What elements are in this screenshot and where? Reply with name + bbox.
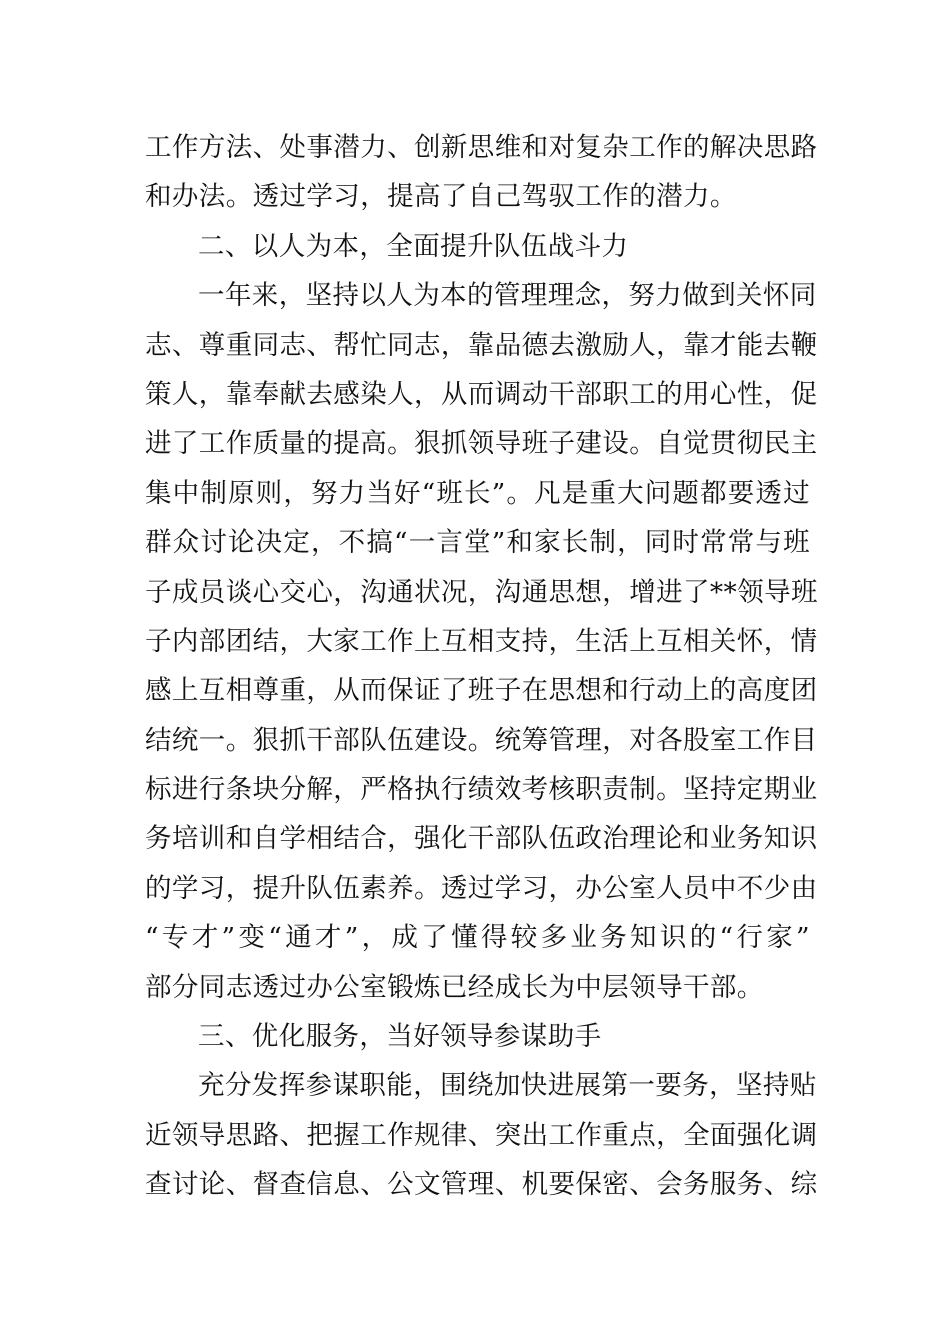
text-line: 充分发挥参谋职能，围绕加快进展第一要务，坚持贴 — [198, 1070, 817, 1102]
text-line: 部分同志透过办公室锻炼已经成长为中层领导干部。 — [145, 971, 764, 1003]
text-line: 的学习，提升队伍素养。透过学习，办公室人员中不少由 — [145, 872, 818, 904]
text-line: 进了工作质量的提高。狠抓领导班子建设。自觉贯彻民主 — [145, 428, 818, 460]
text-line: 志、尊重同志、帮忙同志，靠品德去激励人，靠才能去鞭 — [145, 329, 818, 361]
document-body — [145, 123, 818, 1210]
text-line: 子成员谈心交心，沟通状况，沟通思想，增进了**领导班 — [145, 576, 818, 608]
text-line: 和办法。透过学习，提高了自己驾驭工作的潜力。 — [145, 181, 737, 213]
section-heading: 三、优化服务，当好领导参谋助手 — [198, 1021, 602, 1053]
text-line: 集中制原则，努力当好“班长”。凡是重大问题都要透过 — [145, 477, 810, 509]
text-line: “专才”变“通才”，成了懂得较多业务知识的“行家” — [145, 922, 810, 954]
text-line: 结统一。狠抓干部队伍建设。统筹管理，对各股室工作目 — [145, 724, 818, 756]
text-line: 务培训和自学相结合，强化干部队伍政治理论和业务知识 — [145, 823, 818, 855]
text-line: 策人，靠奉献去感染人，从而调动干部职工的用心性，促 — [145, 378, 818, 410]
text-line: 一年来，坚持以人为本的管理理念，努力做到关怀同 — [198, 280, 817, 312]
text-line: 查讨论、督查信息、公文管理、机要保密、会务服务、综 — [145, 1169, 818, 1201]
text-line: 子内部团结，大家工作上互相支持，生活上互相关怀，情 — [145, 625, 818, 657]
section-heading: 二、以人为本，全面提升队伍战斗力 — [198, 230, 629, 262]
text-line: 感上互相尊重，从而保证了班子在思想和行动上的高度团 — [145, 675, 818, 707]
text-line: 标进行条块分解，严格执行绩效考核职责制。坚持定期业 — [145, 774, 818, 806]
text-line: 群众讨论决定，不搞“一言堂”和家长制，同时常常与班 — [145, 527, 810, 559]
text-line: 近领导思路、把握工作规律、突出工作重点，全面强化调 — [145, 1119, 818, 1151]
text-line: 工作方法、处事潜力、创新思维和对复杂工作的解决思路 — [145, 132, 818, 163]
